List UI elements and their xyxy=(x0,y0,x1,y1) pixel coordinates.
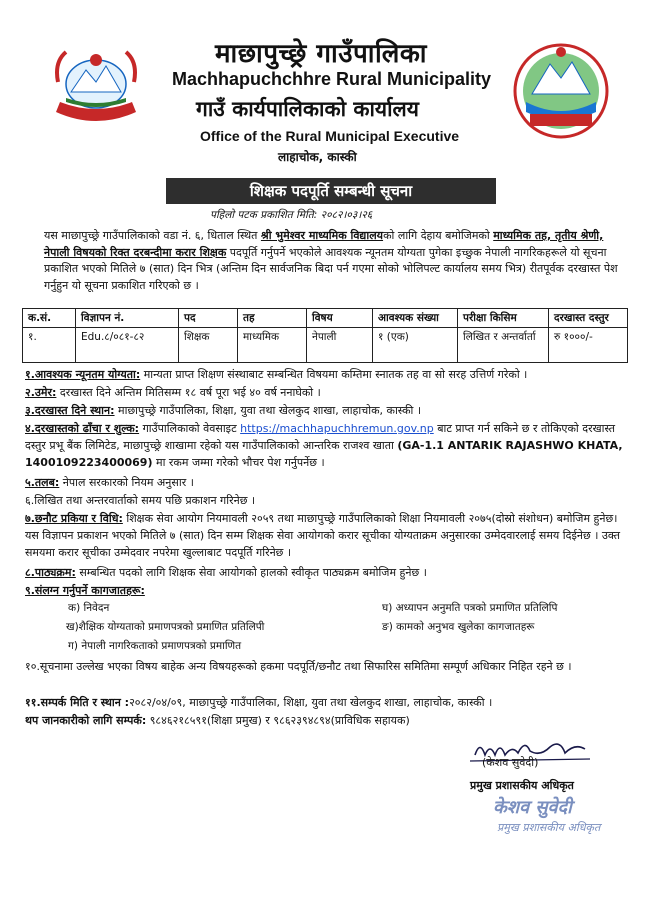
item-salary xyxy=(25,474,625,491)
item-text: माछापुच्छ्रे गाउँपालिका, शिक्षा, युवा तथा खेलकुद शाखा, लाहाचोक, कास्की । xyxy=(114,404,422,417)
municipality-title-np: माछापुच्छ्रे गाउँपालिका xyxy=(215,39,428,69)
item-fee xyxy=(25,420,625,471)
item-exam-time: ६.लिखित तथा अन्तरवार्ताको समय पछि प्रकाशन गरिनेछ । xyxy=(25,494,256,507)
item-text: नेपाल सरकारको नियम अनुसार । xyxy=(59,476,194,489)
account-number: (GA-1.1 ANTARIK RAJASHWO KHATA, 1400109223400069) xyxy=(25,439,623,469)
municipality-title-en: Machhapuchchhre Rural Municipality xyxy=(172,69,492,89)
table-header: विज्ञापन नं. xyxy=(76,309,179,328)
doc-item: ग) नेपाली नागरिकताको प्रमाणपत्रको प्रमाणित xyxy=(68,640,242,652)
doc-item: क) निवेदन xyxy=(68,602,110,614)
table-header: पद xyxy=(179,309,238,328)
item-label: ९.संलग्न गर्नुपर्ने कागजातहरू: xyxy=(25,584,145,597)
vacancy-table xyxy=(22,308,628,363)
item-documents-label xyxy=(25,582,625,599)
table-cell: माध्यमिक xyxy=(238,328,307,363)
item-label: ४.दरखास्तको ढाँचा र शुल्क: xyxy=(25,422,140,435)
officer-name: (केशव सुवेदी) xyxy=(482,756,539,769)
table-cell: रु १०००/- xyxy=(549,328,628,363)
table-header: दरखास्त दस्तुर xyxy=(549,309,628,328)
item-label: २.उमेर: xyxy=(25,386,57,399)
item-label: ११.सम्पर्क मिति र स्थान : xyxy=(25,696,130,709)
table-row xyxy=(23,328,628,363)
table-cell: शिक्षक xyxy=(179,328,238,363)
item-text: २०८२/०४/०९, माछापुच्छ्रे गाउँपालिका, शिक्षा, युवा तथा खेलकुद शाखा, लाहाचोक, कास्की । xyxy=(129,696,493,709)
table-header: आवश्यक संख्या xyxy=(373,309,458,328)
item-text: दरखास्त दिने अन्तिम मितिसम्म १८ वर्ष पूरा भई ४० वर्ष ननाघेको । xyxy=(56,386,321,399)
item-label: थप जानकारीको लागि सम्पर्क: xyxy=(25,714,147,727)
item-syllabus xyxy=(25,564,625,581)
intro-paragraph xyxy=(44,228,622,294)
item-age xyxy=(25,384,625,401)
stamp-name: केशव सुवेदी xyxy=(493,797,572,818)
item-text: बाट प्राप्त गर्न सकिने छ र तोकिएको दरखास्त दस्तुर प्रभू बैंक लिमिटेड, माछापुच्छ्रे शाखामा रहेको यस गाउँपालिकाको आन्तरिक राजश्व खाता xyxy=(25,422,616,452)
intro-text-1: यस माछापुच्छ्रे गाउँपालिकाको वडा नं. ६, धिताल स्थित xyxy=(44,229,261,242)
school-name: श्री भुमेश्वर माध्यमिक विद्यालय xyxy=(260,229,384,242)
item-label: १.आवश्यक न्यूनतम योग्यता: xyxy=(25,368,141,381)
nepal-emblem-icon xyxy=(46,42,146,130)
item-selection xyxy=(25,510,625,561)
item-text: शिक्षक सेवा आयोग नियमावली २०५९ तथा माछापुच्छ्रे गाउँपालिकाको शिक्षा नियमावली २०७५(दोस्रो संशोधन) बमोजिम हुनेछ।यस विज्ञापन प्रकाशन भएको मितिले ७ (सात) दिन सम्म शिक्षक सेवा आयोगको करार सूचीका योग्यताक्रम अनुसारका उम्मेदवारलाई समय दिईनेछ । उक्त समयमा करार सूचीका उम्मेदवार नपरेमा खुल्लाबाट पदपूर्ति गरिनेछ । xyxy=(25,512,621,559)
item-text: मान्यता प्राप्त शिक्षण संस्थाबाट सम्बन्धित विषयमा कम्तिमा स्नातक तह वा सो सरह उत्तिर्ण गरेको । xyxy=(140,368,528,381)
officer-title: प्रमुख प्रशासकीय अधिकृत xyxy=(470,779,574,792)
stamp-title: प्रमुख प्रशासकीय अधिकृत xyxy=(497,821,601,834)
item-contact-numbers xyxy=(25,712,625,729)
item-label: ३.दरखास्त दिने स्थान: xyxy=(25,404,115,417)
item-location xyxy=(25,402,625,419)
doc-item: ङ) कामको अनुभव खुलेका कागजातहरू xyxy=(382,621,535,633)
doc-item: ख)शैक्षिक योग्यताको प्रमाणपत्रको प्रमाणित प्रतिलिपी xyxy=(66,621,265,633)
table-cell: १ (एक) xyxy=(373,328,458,363)
table-cell: लिखित र अन्तर्वार्ता xyxy=(458,328,549,363)
table-cell: नेपाली xyxy=(307,328,373,363)
intro-text-2: को लागि देहाय बमोजिमको xyxy=(383,229,494,242)
office-title-en: Office of the Rural Municipal Executive xyxy=(200,128,460,144)
published-date: पहिलो पटक प्रकाशित मिति: २०८२।०३।२६ xyxy=(210,209,373,221)
table-header: क.सं. xyxy=(23,309,76,328)
table-header: परीक्षा किसिम xyxy=(458,309,549,328)
item-text: गाउँपालिकाको वेवसाइट xyxy=(139,422,241,435)
item-text: ९८४६२१८५९१(शिक्षा प्रमुख) र ९८६२३९४८९४(प्राविधिक सहायक) xyxy=(146,714,410,727)
table-cell: Edu.८/०८१-८२ xyxy=(76,328,179,363)
item-qualification xyxy=(25,366,625,383)
item-label: ८.पाठ्यक्रम: xyxy=(25,566,76,579)
doc-item: घ) अध्यापन अनुमति पत्रको प्रमाणित प्रतिलिपि xyxy=(382,602,558,614)
item-authority: १०.सूचनामा उल्लेख भएका विषय बाहेक अन्य विषयहरूको हकमा पदपूर्ति/छनौट तथा सिफारिस समितिमा सम्पूर्ण अधिकार निहित रहने छ । xyxy=(25,660,572,673)
intro-text-3: पदपूर्ति गर्नुपर्ने भएकोले आवश्यक न्यूनतम योग्यता पुगेका इच्छुक नेपाली नागरिकहरूले यो सूचना प्रकाशित भएको मितिले ७ (सात) दिन भित्र (अन्तिम दिन सार्वजनिक बिदा पर्न गएमा सोको भोलिपल्ट कार्यालय समय भित्र) रीतपूर्वक दरखास्त पेश गर्नुहुन यो सूचना प्रकाशित गरिएको छ । xyxy=(44,245,618,292)
table-header-row xyxy=(23,309,628,328)
post-level: माध्यमिक तह, तृतीय श्रेणी, नेपाली विषयको रिक्त दरबन्दीमा करार शिक्षक xyxy=(44,229,604,259)
table-cell: १. xyxy=(23,328,76,363)
item-label: ७.छनौट प्रकिया र विधि: xyxy=(25,512,123,525)
office-location: लाहाचोक, कास्की xyxy=(278,150,357,164)
item-text: मा रकम जम्मा गरेको भौचर पेश गर्नुपर्नेछ । xyxy=(152,456,325,469)
item-contact-date xyxy=(25,694,625,711)
municipality-logo-icon xyxy=(510,42,612,140)
item-text: सम्बन्धित पदको लागि शिक्षक सेवा आयोगको हालको स्वीकृत पाठ्यक्रम बमोजिम हुनेछ । xyxy=(75,566,427,579)
item-label: ५.तलब: xyxy=(25,476,60,489)
office-title-np: गाउँ कार्यपालिकाको कार्यालय xyxy=(196,97,419,121)
website-link[interactable]: https://machhapuchhremun.gov.np xyxy=(240,422,434,435)
table-header: तह xyxy=(238,309,307,328)
table-header: विषय xyxy=(307,309,373,328)
notice-title: शिक्षक पदपूर्ति सम्बन्धी सूचना xyxy=(166,178,496,204)
